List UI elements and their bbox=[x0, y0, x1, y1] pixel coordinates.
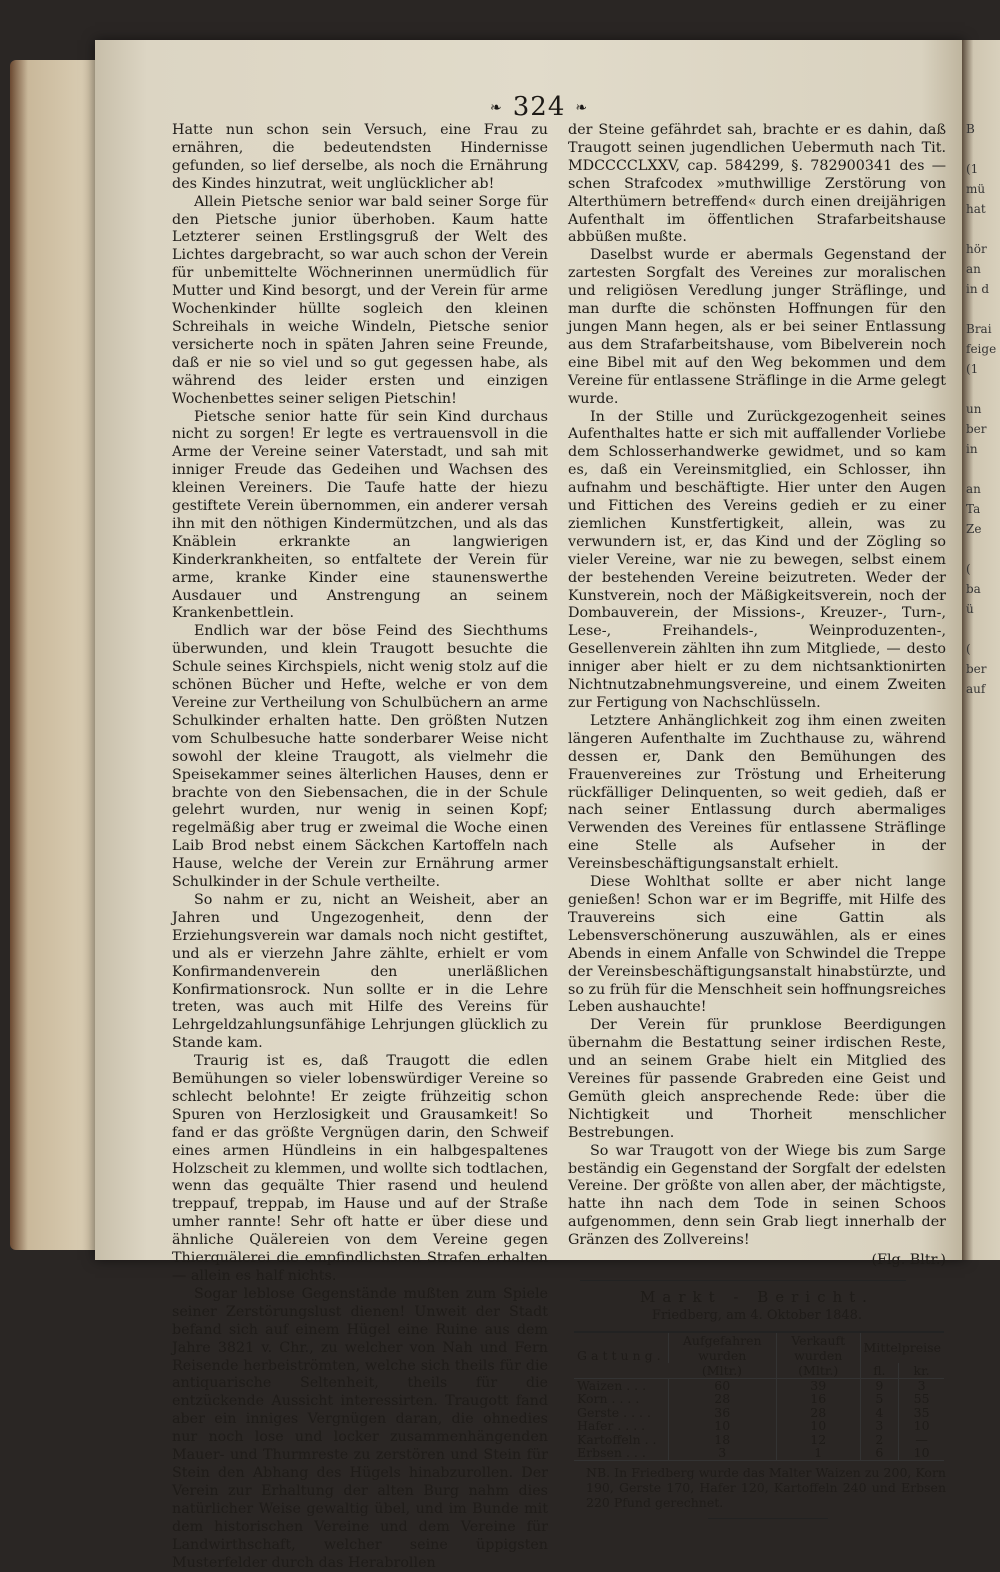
next-page-fragment: ( bbox=[966, 642, 971, 656]
table-row bbox=[574, 1406, 944, 1420]
verkauft-cell: 12 bbox=[776, 1433, 860, 1447]
next-page-fragment: mü bbox=[966, 182, 986, 196]
next-page-fragment: in d bbox=[966, 282, 990, 296]
kr-cell: 3 bbox=[899, 1378, 944, 1392]
paragraph: Sogar leblose Gegenstände mußten zum Spiele seiner Zerstörungslust dienen! Unweit der Stadt befand sich auf einem Hügel eine Ruine aus dem Jahre 3821 v. Chr., zu welcher von Nah und Fern Reisende herbeiströmten, welche sich theils für die antiquarische Seltenheit, theils für die entzückende Aussicht interessirten. Traugott fand aber ein inniges Vergnügen daran, die ohnedies nur noch lose und locker zusammenhängenden Mauer- und Thurmreste zu zerstören und Stein für Stein den Abhang des Hügels hinabzurollen. Der Verein zur Erhaltung der alten Burg nahm dies natürlicher Weise gewaltig übel, und im Bunde mit dem historischen Vereine und dem Vereine für Landwirthschaft, welcher seine üppigsten Musterfelder durch das Herabrollen bbox=[172, 1285, 548, 1571]
next-page-fragment: hör bbox=[966, 242, 987, 256]
kr-cell: 35 bbox=[899, 1406, 944, 1420]
next-page-fragment: (1 bbox=[966, 362, 979, 376]
next-page-fragment: un bbox=[966, 402, 982, 416]
ornament-left: ❧ bbox=[490, 100, 503, 116]
verkauft-cell: 10 bbox=[776, 1419, 860, 1433]
paragraph: Daselbst wurde er abermals Gegenstand der zartesten Sorgfalt des Vereines zur moralischen und religiösen Veredlung junger Sträflinge, und man durfte die schönsten Hoffnungen für den jungen Mann hegen, als er bei seiner Entlassung aus dem Strafarbeitshause, vom Bibelverein noch eine Bibel mit auf den Weg bekommen und dem Vereine für entlassene Sträflinge in die Arme gelegt wurde. bbox=[568, 247, 946, 407]
next-page-fragment: (1 bbox=[966, 162, 979, 176]
table-row bbox=[574, 1419, 944, 1433]
fl-cell: 3 bbox=[860, 1419, 899, 1433]
kr-cell: 10 bbox=[899, 1446, 944, 1460]
header-aufgefahren: Aufgefahren wurden bbox=[668, 1332, 776, 1363]
aufgefahren-cell: 3 bbox=[668, 1446, 776, 1460]
header-mittelpreise: Mittelpreise bbox=[860, 1332, 944, 1363]
header-fl: fl. bbox=[860, 1363, 899, 1379]
fl-cell: 4 bbox=[860, 1406, 899, 1420]
aufgefahren-cell: 28 bbox=[668, 1392, 776, 1406]
commodity-cell: Erbsen . . . bbox=[577, 1445, 646, 1461]
next-page-fragment: ( bbox=[966, 562, 971, 576]
next-page-fragment: Brai bbox=[966, 322, 992, 336]
fl-cell: 5 bbox=[860, 1392, 899, 1406]
next-page-fragment: B bbox=[966, 122, 975, 136]
next-page-fragment: Ta bbox=[966, 502, 981, 516]
source-signature: (Flg. Bltr.) bbox=[871, 1252, 946, 1269]
paragraph: So war Traugott von der Wiege bis zum Sarge beständig ein Gegenstand der Sorgfalt der edelsten Vereine. Der größte von allen aber, der mächtigste, hatte ihn nach dem Tode in seinen Schoos aufgenommen, denn sein Grab liegt innerhalb der Gränzen des Zollvereins! bbox=[568, 1142, 946, 1249]
ornament-right: ❧ bbox=[575, 100, 589, 116]
aufgefahren-cell: 18 bbox=[668, 1433, 776, 1447]
commodity-cell: Waizen . . . bbox=[577, 1377, 647, 1393]
next-page-fragment: an bbox=[966, 482, 981, 496]
commodity-cell: Korn . . . . bbox=[577, 1391, 640, 1407]
fl-cell: 6 bbox=[860, 1446, 899, 1460]
verkauft-cell: 39 bbox=[776, 1378, 860, 1392]
next-page-fragment: ber bbox=[966, 662, 987, 676]
aufgefahren-cell: 60 bbox=[668, 1378, 776, 1392]
kr-cell: 55 bbox=[899, 1392, 944, 1406]
paragraph: Traurig ist es, daß Traugott die edlen Bemühungen so vieler lobenswürdiger Vereine so schlecht belohnte! Er zeigte frühzeitig schon Spuren von Herzlosigkeit und Grausamkeit! So fand er das größte Vergnügen darin, den Schweif eines armen Hündleins in ein halbgespaltenes Holzscheit zu klemmen, und wollte sich todtlachen, wenn das gequälte Thier rasend und heulend treppauf, treppab, im Hause und auf der Straße umher rannte! Sehr oft hatte er über diese und ähnliche Quälereien von dem Vereine gegen Thierquälerei die empfindlichsten Strafen erhalten — allein es half nichts. bbox=[172, 1053, 548, 1284]
table-row bbox=[574, 1378, 944, 1392]
market-note: NB. In Friedberg wurde das Malter Waizen zu 200, Korn 190, Gerste 170, Hafer 120, Kartoffeln 240 und Erbsen 220 Pfund gerechnet. bbox=[586, 1464, 946, 1510]
next-page-fragment: an bbox=[966, 262, 981, 276]
next-page-fragment: ü bbox=[966, 602, 974, 616]
commodity-cell: Kartoffeln . . bbox=[577, 1431, 657, 1447]
left-column bbox=[172, 122, 548, 1572]
market-table-body bbox=[574, 1378, 944, 1460]
paragraph: In der Stille und Zurückgezogenheit seines Aufenthaltes hatte er sich mit auffallender Vorliebe dem Schlosserhandwerke gewidmet, und so kam es, daß ein Vereinsmitglied, ein Schlosser, ihn aufnahm und beschäftigte. Hier unter den Augen und Fittichen des Vereins gedieh er zu einer ziemlichen Kunstfertigkeit, allein, was zu verwundern ist, er, das Kind und der Zögling so vieler Vereine, war nie zu bewegen, selbst einem der bestehenden Vereine beizutreten. Weder der Kunstverein, noch der Mäßigkeitsverein, noch der Dombauverein, der Missions-, Kreuzer-, Turn-, Lese-, Freihandels-, Weinproduzenten-, Gesellenverein zählten ihn zum Mitgliede, — desto inniger aber hielt er zu dem nichtsanktionirten Nichtnutzabnehmungsvereine, und einem Zweiten zur Fertigung von Nachschlüsseln. bbox=[568, 408, 946, 711]
header-aufgefahren-unit: (Mltr.) bbox=[668, 1363, 776, 1379]
verkauft-cell: 1 bbox=[776, 1446, 860, 1460]
next-page-fragment: feige bbox=[966, 342, 997, 356]
page-number: 324 bbox=[512, 92, 566, 122]
next-page-fragment: Ze bbox=[966, 522, 982, 536]
header-verkauft-unit: (Mltr.) bbox=[776, 1363, 860, 1379]
table-row bbox=[574, 1392, 944, 1406]
header-gattung: Gattung. bbox=[574, 1332, 668, 1379]
end-rule bbox=[708, 1518, 828, 1519]
next-page-edge bbox=[962, 40, 1000, 1260]
kr-cell: 10 bbox=[899, 1419, 944, 1433]
paragraph: Letztere Anhänglichkeit zog ihm einen zweiten längeren Aufenthalte im Zuchthause zu, während dessen er, Dank den Bemühungen des Frauenvereines zur Tröstung und Erheiterung rückfälliger Delinquenten, so weit gedieh, daß er nach seiner Entlassung durch abermaliges Verwenden des Vereines für entlassene Sträflinge eine Stelle als Aufseher in der Vereinsbeschäftigungsanstalt erhielt. bbox=[568, 712, 946, 873]
commodity-cell: Hafer . . . . bbox=[577, 1418, 646, 1434]
verkauft-cell: 28 bbox=[776, 1406, 860, 1420]
next-page-fragment: auf bbox=[966, 682, 986, 696]
paragraph: Diese Wohlthat sollte er aber nicht lange genießen! Schon war er im Begriffe, mit Hilfe des Trauvereins sich eine Gattin als Lebensverschönerung auszuwählen, als er eines Abends in einem Anfalle von Schwindel die Treppe der Vereinsbeschäftigungsanstalt hinabstürzte, und so zu früh für die Menschheit sein hoffnungsreiches Leben aushauchte! bbox=[568, 874, 946, 1016]
paragraph: Endlich war der böse Feind des Siechthums überwunden, und klein Traugott besuchte die Schule seines Kirchspiels, nicht wenig stolz auf die schönen Bücher und Hefte, welche er von dem Vereine zur Vertheilung von Schulbüchern an arme Schulkinder erhalten hatte. Den größten Nutzen vom Schulbesuche hatte sonderbarer Weise nicht sowohl der kleine Traugott, als vielmehr die Speisekammer seines älterlichen Hauses, denn er brachte von den Siebensachen, die in der Schule gelehrt wurden, nur wenig in seinen Kopf; regelmäßig aber trug er zweimal die Woche einen Laib Brod nebst einem Säckchen Kartoffeln nach Hause, welche der Verein zur Ernährung armer Schulkinder in der Schule vertheilte. bbox=[172, 623, 548, 891]
next-page-fragment: in bbox=[966, 442, 978, 456]
market-report-title: Markt - Bericht. bbox=[640, 1288, 874, 1306]
right-column bbox=[568, 122, 946, 1519]
aufgefahren-cell: 36 bbox=[668, 1406, 776, 1420]
divider bbox=[580, 1280, 906, 1281]
next-page-fragment: ba bbox=[966, 582, 981, 596]
market-report-date: Friedberg, am 4. Oktober 1848. bbox=[651, 1307, 863, 1323]
aufgefahren-cell: 10 bbox=[668, 1419, 776, 1433]
commodity-cell: Gerste . . . . bbox=[577, 1404, 651, 1420]
header-kr: kr. bbox=[899, 1363, 944, 1379]
table-row bbox=[574, 1433, 944, 1447]
page-header bbox=[480, 92, 598, 122]
paragraph: So nahm er zu, nicht an Weisheit, aber an Jahren und Ungezogenheit, denn der Erziehungsverein war damals noch nicht gestiftet, und als er vierzehn Jahre zählte, erhielt er vom Konfirmandenverein den unerläßlichen Konfirmationsrock. Nun sollte er in die Lehre treten, was auch mit Hilfe des Vereins für Lehrgeldzahlungsunfähige Lehrjungen glücklich zu Stande kam. bbox=[172, 891, 548, 1052]
paragraph: Hatte nun schon sein Versuch, eine Frau zu ernähren, die bedeutendsten Hindernisse gefunden, so lief derselbe, als noch die Ernährung des Kindes hinzutrat, weit unglücklicher ab! bbox=[172, 122, 548, 192]
next-page-fragment: ber bbox=[966, 422, 987, 436]
paragraph: Allein Pietsche senior war bald seiner Sorge für den Pietsche junior überhoben. Kaum hatte Letzterer seinen Erstlingsgruß der Welt des Lichtes dargebracht, so war auch schon der Verein für unbemittelte Wöchnerinnen unermüdlich für Mutter und Kind besorgt, und der Verein für arme Wochenkinder hüllte sogleich den kleinen Schreihals in weiche Windeln, Pietsche senior versicherte noch in späten Jahren seine Freunde, daß er nie so viel und so gut gegessen habe, als während des leider ersten und einzigen Wochenbettes seiner seligen Pietschin! bbox=[172, 193, 548, 407]
market-table bbox=[574, 1331, 944, 1461]
fl-cell: 2 bbox=[860, 1433, 899, 1447]
paragraph: der Steine gefährdet sah, brachte er es dahin, daß Traugott seinen jugendlichen Uebermuth nach Tit. MDCCCCLXXV, cap. 584299, §. 782900341 des — schen Strafcodex »muthwillige Zerstörung von Alterthümern betreffend« durch einen dreijährigen Aufenthalt im öffentlichen Strafarbeitshause abbüßen mußte. bbox=[568, 122, 946, 246]
fl-cell: 9 bbox=[860, 1378, 899, 1392]
next-page-fragment: hat bbox=[966, 202, 986, 216]
table-row bbox=[574, 1446, 944, 1460]
verkauft-cell: 16 bbox=[776, 1392, 860, 1406]
kr-cell: — bbox=[899, 1433, 944, 1447]
paragraph: Der Verein für prunklose Beerdigungen übernahm die Bestattung seiner irdischen Reste, und an seinem Grabe hielt ein Mitglied des Vereines für passende Grabreden eine Geist und Gemüth gleich ansprechende Rede: über die Nichtigkeit und Thorheit menschlicher Bestrebungen. bbox=[568, 1017, 946, 1141]
paragraph: Pietsche senior hatte für sein Kind durchaus nicht zu sorgen! Er legte es vertrauensvoll in die Arme der Vereine seiner Vaterstadt, und sah mit inniger Freude das Gedeihen und Wachsen des kleinen Vereiners. Die Taufe hatte der hiezu gestiftete Verein übernommen, ein anderer versah ihn mit den nöthigen Kindermützchen, und als das Knäblein erkrankte an langwierigen Kinderkrankheiten, so entfaltete der Verein für arme, kranke Kinder eine staunenswerthe Ausdauer und Anstrengung an seinem Krankenbettlein. bbox=[172, 408, 548, 622]
header-verkauft: Verkauft wurden bbox=[776, 1332, 860, 1363]
